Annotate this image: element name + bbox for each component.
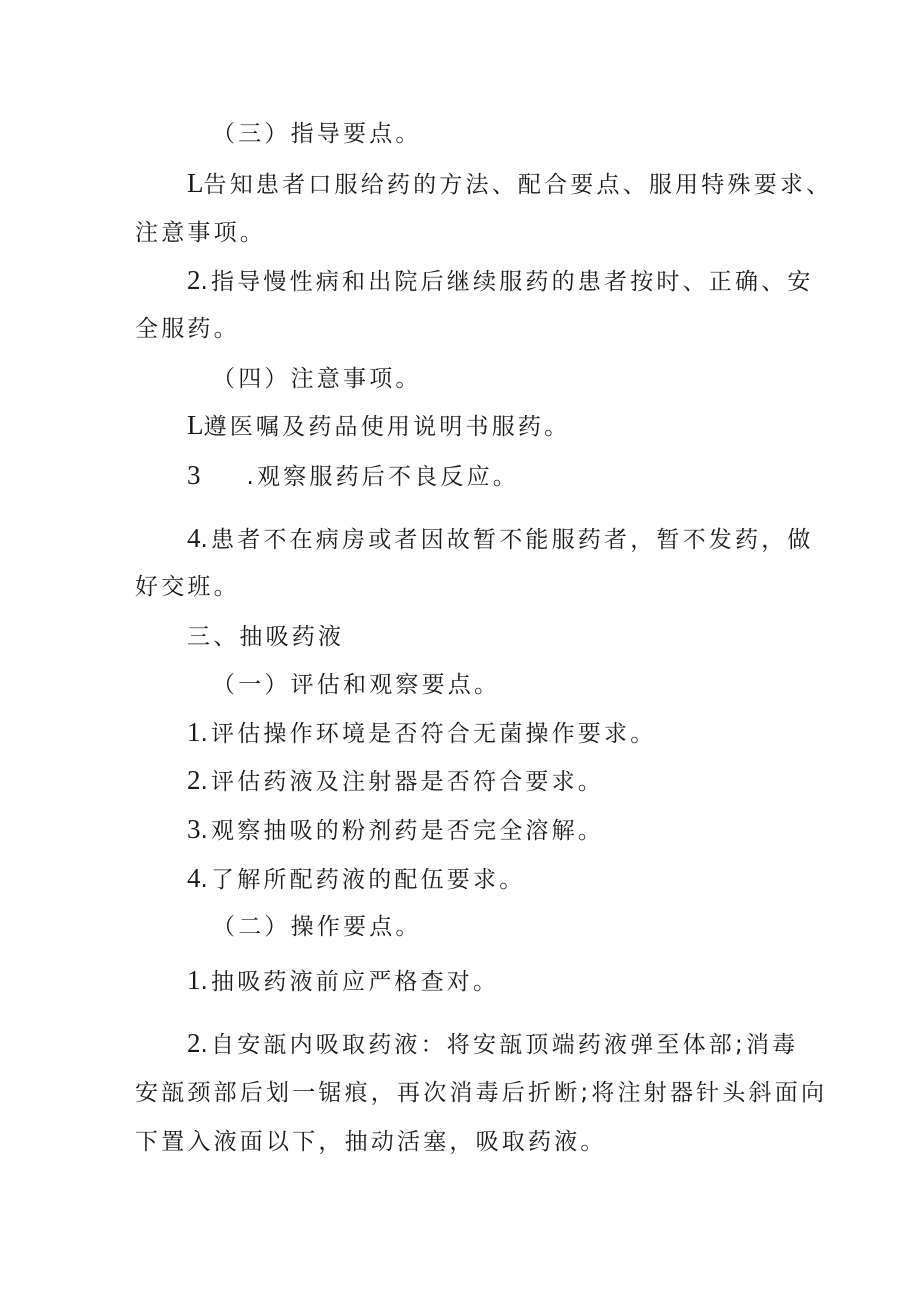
list-item [187,965,499,997]
list-item [187,1028,798,1060]
item-text: .自安瓿内吸取药液：将安瓿顶端药液弹至体部;消毒 [200,1032,799,1058]
list-item [187,863,525,895]
item-continuation: 全服药。 [135,316,240,342]
item-number: 2 [187,1028,201,1058]
item-text: .评估药液及注射器是否符合要求。 [200,769,605,795]
item-continuation: 安瓿颈部后划一锯痕，再次消毒后折断;将注射器针头斜面向 [135,1080,828,1106]
item-number: 4 [187,863,201,893]
item-number: 4 [187,523,201,553]
item-number: 1 [187,717,201,747]
section-heading-guidance: （三）指导要点。 [212,121,422,147]
item-number: 1 [187,965,201,995]
item-number: 2 [187,765,201,795]
item-number: 3 [187,814,201,844]
item-text: 告知患者口服给药的方法、配合要点、服用特殊要求、 [203,172,833,198]
list-item [187,410,570,442]
section-title-draw-liquid: 三、抽吸药液 [187,624,345,650]
subsection-heading-assessment: （一）评估和观察要点。 [212,672,501,698]
item-text: .观察服药后不良反应。 [246,464,520,490]
item-text: .评估操作环境是否符合无菌操作要求。 [200,721,657,747]
item-number: L [187,168,204,198]
item-number: 3 [187,460,201,490]
list-item [187,523,814,555]
item-text: .患者不在病房或者因故暂不能服药者，暂不发药，做 [200,527,814,553]
item-text: .观察抽吸的粉剂药是否完全溶解。 [200,818,605,844]
list-item [187,265,814,297]
list-item [187,168,832,200]
item-text: 遵医嘱及药品使用说明书服药。 [203,414,571,440]
list-item [187,717,656,749]
list-item [187,765,604,797]
list-item [187,460,519,492]
subsection-heading-operation: （二）操作要点。 [212,914,422,940]
item-text: .了解所配药液的配伍要求。 [200,867,526,893]
section-heading-precautions: （四）注意事项。 [212,366,422,392]
item-number: L [187,410,204,440]
item-continuation: 好交班。 [135,574,240,600]
item-continuation: 下置入液面以下，抽动活塞，吸取药液。 [135,1129,607,1155]
item-text: .指导慢性病和出院后继续服药的患者按时、正确、安 [200,269,814,295]
list-item [187,814,604,846]
item-text: .抽吸药液前应严格查对。 [200,969,500,995]
item-continuation: 注意事项。 [135,220,266,246]
item-number: 2 [187,265,201,295]
